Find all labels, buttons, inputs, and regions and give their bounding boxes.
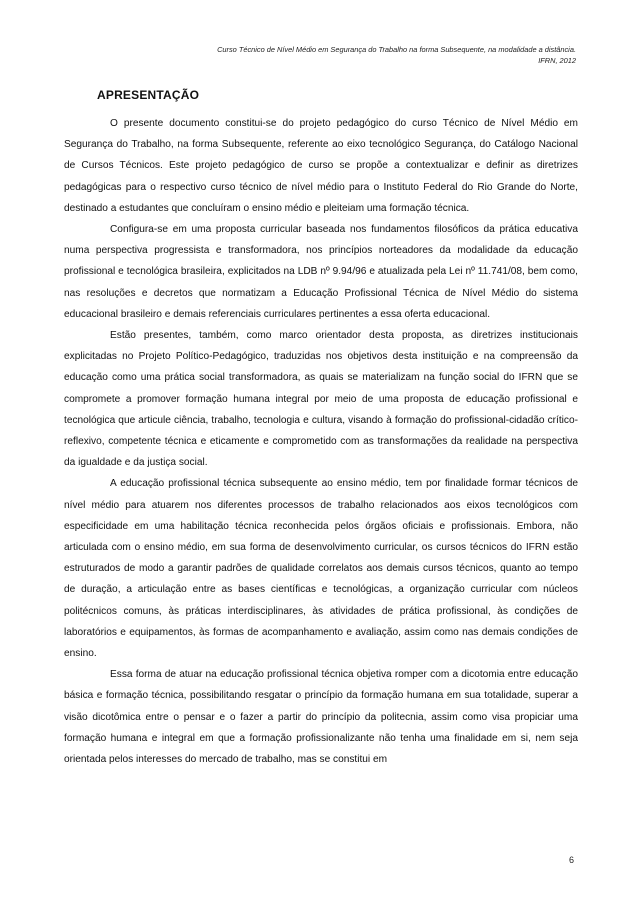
paragraph-5: Essa forma de atuar na educação profissional técnica objetiva romper com a dicotomia entre educação básica e formação técnica, possibilitando resgatar o princípio da formação humana em sua totalidade, superar a visão dicotômica entre o pensar e o fazer a partir do princípio da politecnia, assim como visa propiciar uma formação humana e integral em que a formação profissionalizante não tenha uma finalidade em si, nem seja orientada pelos interesses do mercado de trabalho, mas se constitui em: [64, 669, 578, 766]
document-body: [64, 113, 578, 770]
header-institution-line: IFRN, 2012: [538, 56, 576, 65]
paragraph-1: O presente documento constitui-se do projeto pedagógico do curso Técnico de Nível Médio em Segurança do Trabalho, na forma Subsequente, referente ao eixo tecnológico Segurança, do Catálogo Nacional de Cursos Técnicos. Este projeto pedagógico de curso se propõe a contextualizar e definir as diretrizes pedagógicas para o respectivo curso técnico de nível médio para o Instituto Federal do Rio Grande do Norte, destinado a estudantes que concluíram o ensino médio e pleiteiam uma formação técnica.: [64, 118, 578, 214]
page-header: [56, 44, 576, 66]
section-title: APRESENTAÇÃO: [97, 88, 200, 102]
page-number: 6: [568, 855, 574, 865]
paragraph-4: A educação profissional técnica subsequente ao ensino médio, tem por finalidade formar técnicos de nível médio para atuarem nos diferentes processos de trabalho relacionados aos eixos tecnológicos com especificidade em uma habilitação técnica reconhecida pelos órgãos oficiais e profissionais. Embora, não articulada com o ensino médio, em sua forma de desenvolvimento curricular, os cursos técnicos do IFRN estão estruturados de modo a garantir padrões de qualidade correlatos aos demais cursos técnicos, quanto ao tempo de duração, a articulação entre as bases científicas e tecnológicas, a organização curricular com núcleos politécnicos comuns, às práticas interdisciplinares, às atividades de prática profissional, às condições de laboratórios e equipamentos, às formas de acompanhamento e avaliação, assim como nas demais condições de ensino.: [64, 478, 578, 660]
paragraph-2: Configura-se em uma proposta curricular baseada nos fundamentos filosóficos da prática educativa numa perspectiva progressista e transformadora, nos princípios norteadores da modalidade da educação profissional e tecnológica brasileira, explicitados na LDB nº 9.94/96 e atualizada pela Lei nº 11.741/08, bem como, nas resoluções e decretos que normatizam a Educação Profissional Técnica de Nível Médio do sistema educacional brasileiro e demais referenciais curriculares pertinentes a essa oferta educacional.: [64, 224, 578, 320]
header-course-line: Curso Técnico de Nível Médio em Segurança do Trabalho na forma Subsequente, na modalidade a distância.: [217, 45, 576, 54]
paragraph-3: Estão presentes, também, como marco orientador desta proposta, as diretrizes institucionais explicitadas no Projeto Político-Pedagógico, traduzidas nos objetivos desta instituição e na compreensão da educação como uma prática social transformadora, as quais se materializam na função social do IFRN que se compromete a promover formação humana integral por meio de uma proposta de educação profissional e tecnológica que articule ciência, trabalho, tecnologia e cultura, visando à formação do profissional-cidadão crítico-reflexivo, competente técnica e eticamente e comprometido com as transformações da realidade na perspectiva da igualdade e da justiça social.: [64, 330, 578, 469]
